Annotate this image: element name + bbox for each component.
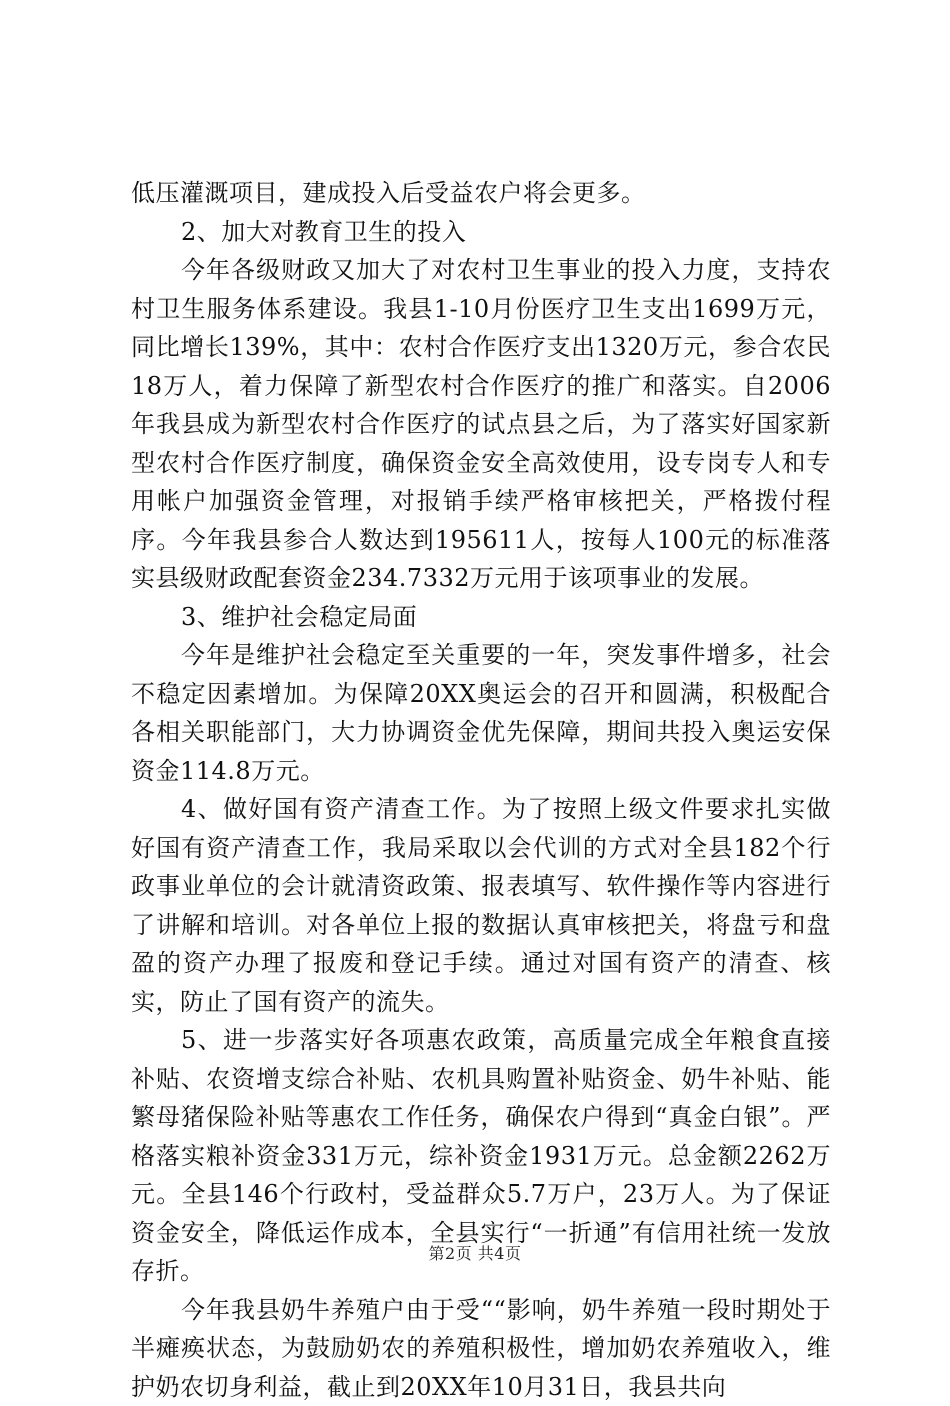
paragraph-asset-audit: 4、做好国有资产清查工作。为了按照上级文件要求扎实做好国有资产清查工作，我局采取以会代训的方式对全县182个行政事业单位的会计就清资政策、报表填写、软件操作等内容进行了讲解和培训。对各单位上报的数据认真审核把关，将盘亏和盘盈的资产办理了报废和登记手续。通过对国有资产的清查、核实，防止了国有资产的流失。	[131, 790, 831, 1021]
section-heading-3: 3、维护社会稳定局面	[131, 598, 831, 637]
page-number: 第2页 共4页	[429, 1244, 522, 1263]
page-footer	[0, 1241, 950, 1264]
body-text	[131, 174, 831, 1406]
section-heading-2: 2、加大对教育卫生的投入	[131, 213, 831, 252]
paragraph-farm-subsidies: 5、进一步落实好各项惠农政策，高质量完成全年粮食直接补贴、农资增支综合补贴、农机具购置补贴资金、奶牛补贴、能繁母猪保险补贴等惠农工作任务，确保农户得到“真金白银”。严格落实粮补资金331万元，综补资金1931万元。总金额2262万元。全县146个行政村，受益群众5.7万户，23万人。为了保证资金安全，降低运作成本，全县实行“一折通”有信用社统一发放存折。	[131, 1021, 831, 1291]
paragraph-1: 低压灌溉项目，建成投入后受益农户将会更多。	[131, 174, 831, 213]
paragraph-dairy-farmers: 今年我县奶牛养殖户由于受““影响，奶牛养殖一段时期处于半瘫痪状态，为鼓励奶农的养殖积极性，增加奶农养殖收入，维护奶农切身利益，截止到20XX年10月31日，我县共向	[131, 1291, 831, 1406]
paragraph-social-stability: 今年是维护社会稳定至关重要的一年，突发事件增多，社会不稳定因素增加。为保障20XX奥运会的召开和圆满，积极配合各相关职能部门，大力协调资金优先保障，期间共投入奥运安保资金114.8万元。	[131, 636, 831, 790]
paragraph-health-investment: 今年各级财政又加大了对农村卫生事业的投入力度，支持农村卫生服务体系建设。我县1-10月份医疗卫生支出1699万元，同比增长139%，其中：农村合作医疗支出1320万元，参合农民18万人，着力保障了新型农村合作医疗的推广和落实。自2006年我县成为新型农村合作医疗的试点县之后，为了落实好国家新型农村合作医疗制度，确保资金安全高效使用，设专岗专人和专用帐户加强资金管理，对报销手续严格审核把关，严格拨付程序。今年我县参合人数达到195611人，按每人100元的标准落实县级财政配套资金234.7332万元用于该项事业的发展。	[131, 251, 831, 598]
